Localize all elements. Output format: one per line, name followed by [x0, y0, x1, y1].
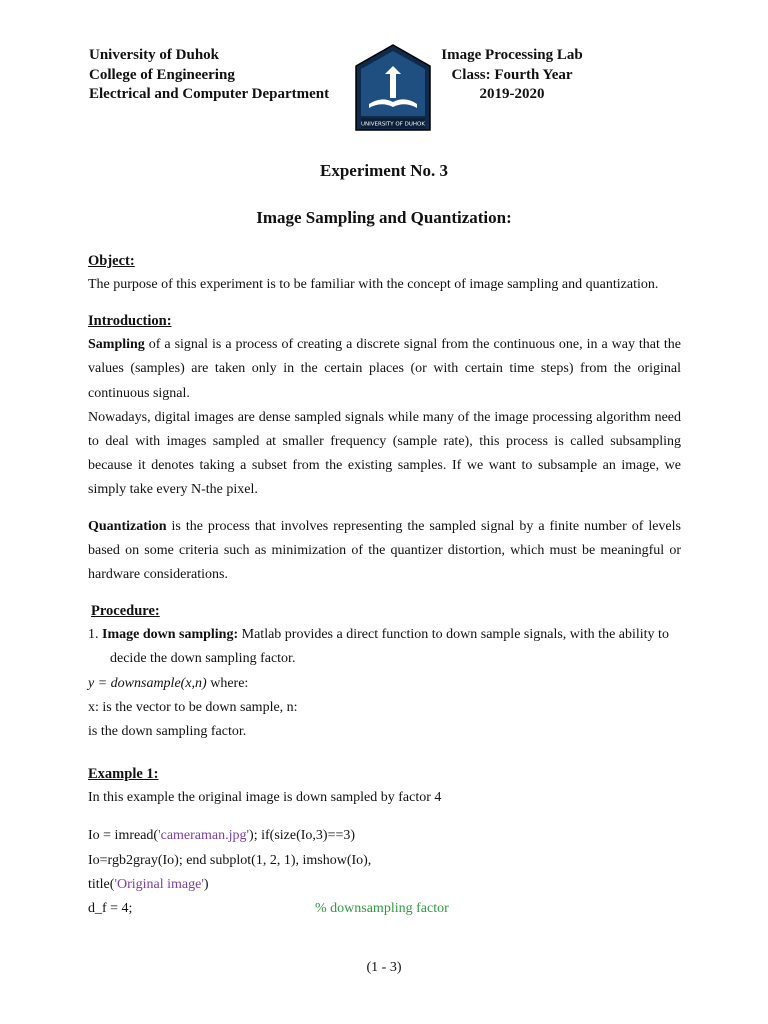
object-text: The purpose of this experiment is to be familiar with the concept of image sampling and quantization.: [88, 277, 659, 292]
code-4-comment: % downsampling factor: [315, 901, 449, 917]
code-line-1: [88, 824, 681, 848]
header-left-block: [89, 46, 329, 105]
introduction-heading: Introduction:: [88, 313, 172, 330]
code-3-prefix: title(: [88, 876, 115, 892]
quantization-paragraph: [88, 515, 681, 588]
formula-x-description: x: is the vector to be down sample, n:: [88, 699, 298, 715]
university-logo: [355, 44, 431, 132]
formula-n-description: is the down sampling factor.: [88, 724, 247, 740]
quantization-text: is the process that involves representing the sampled signal by a finite number of levels based on some criteria such as minimization of the quantizer distortion, which must be meaningful or hardware considerations.: [88, 518, 681, 583]
procedure-item-continuation: decide the down sampling factor.: [110, 651, 296, 667]
code-1-string: 'cameraman.jpg': [158, 828, 250, 844]
page-number: (1 - 3): [366, 960, 402, 975]
logo-caption: UNIVERSITY OF DUHOK: [361, 121, 425, 128]
class-year: Class: Fourth Year: [451, 66, 573, 83]
example-heading: Example 1:: [88, 766, 159, 783]
downsample-formula-line: [88, 672, 681, 696]
experiment-title: Experiment No. 3: [320, 161, 448, 180]
downsample-formula: y = downsample(x,n): [88, 675, 207, 691]
experiment-subtitle: Image Sampling and Quantization:: [256, 208, 512, 227]
quantization-term: Quantization: [88, 518, 167, 534]
code-line-4: [88, 897, 681, 921]
college-name: College of Engineering: [89, 66, 235, 83]
department-name: Electrical and Computer Department: [89, 86, 330, 102]
document-body: [88, 249, 681, 921]
code-line-2: Io=rgb2gray(Io); end subplot(1, 2, 1), imshow(Io),: [88, 852, 372, 868]
procedure-item-number: 1.: [88, 627, 99, 643]
header-right-block: [432, 46, 592, 105]
formula-where: where:: [206, 675, 249, 691]
academic-year: 2019-2020: [479, 86, 545, 102]
code-line-3: [88, 873, 681, 897]
procedure-item-text: Matlab provides a direct function to down sample signals, with the ability to: [238, 627, 669, 643]
course-name: Image Processing Lab: [441, 47, 583, 63]
code-3-suffix: ): [203, 876, 209, 892]
object-heading: Object:: [88, 253, 135, 269]
subsampling-paragraph: Nowadays, digital images are dense sampled signals while many of the image processing algorithm need to deal with images sampled at smaller frequency (sample rate), this process is called subsampling because it denotes taking a subset from the existing samples. If we want to subsample an image, we simply take every N-the pixel.: [88, 409, 681, 498]
sampling-paragraph: [88, 333, 681, 406]
example-description: In this example the original image is down sampled by factor 4: [88, 790, 442, 806]
code-4-statement: d_f = 4;: [88, 901, 133, 917]
procedure-item-1: [88, 623, 681, 647]
procedure-heading: Procedure:: [91, 603, 160, 620]
code-1-prefix: Io = imread(: [88, 828, 159, 844]
procedure-item-term: Image down sampling:: [102, 627, 239, 643]
university-name: University of Duhok: [89, 47, 220, 63]
code-1-suffix: ); if(size(Io,3)==3): [249, 828, 356, 844]
code-3-string: 'Original image': [114, 876, 204, 892]
sampling-term: Sampling: [88, 337, 145, 353]
sampling-text: of a signal is a process of creating a discrete signal from the continuous one, in a way that the values (samples) are taken only in the certain places (or with certain time steps) from the original continuous signal.: [88, 337, 681, 401]
